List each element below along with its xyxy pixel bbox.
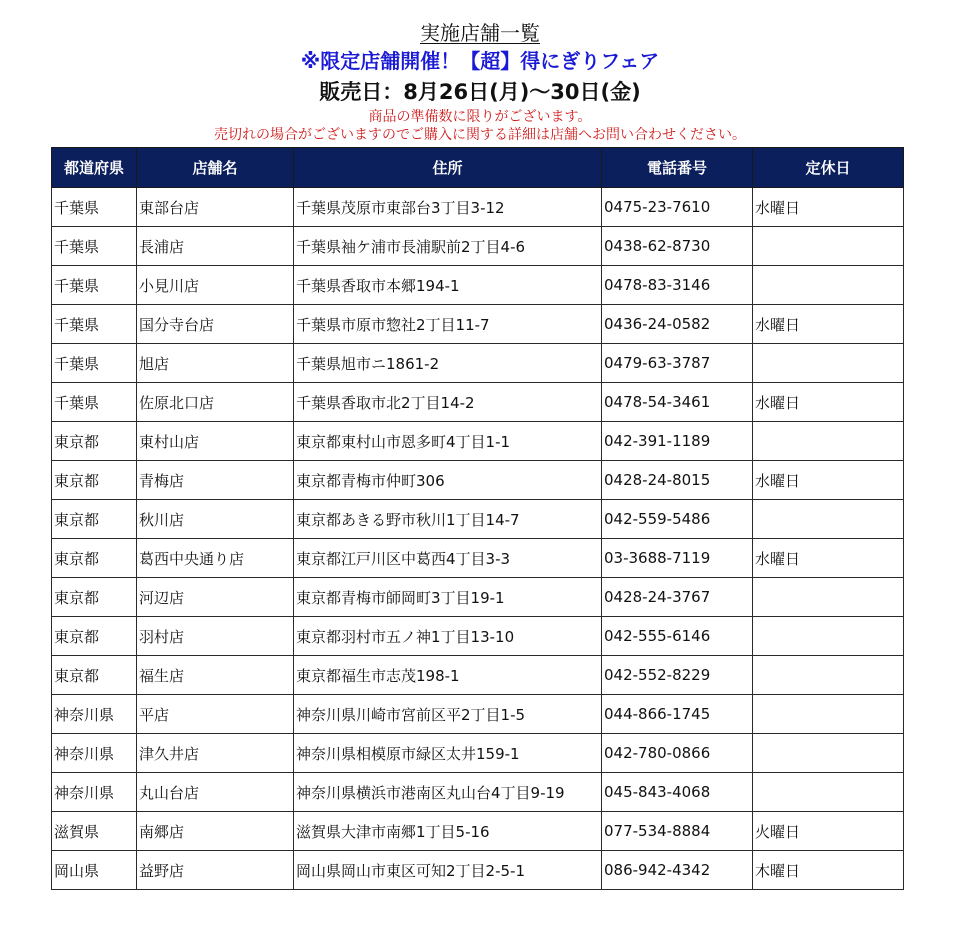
address-cell: 東京都あきる野市秋川1丁目14-7 <box>294 500 602 539</box>
table-row <box>52 539 904 578</box>
phone-cell: 042-552-8229 <box>602 656 753 695</box>
closed-day-cell <box>753 422 904 461</box>
store-name-cell: 長浦店 <box>137 227 294 266</box>
prefecture-cell: 千葉県 <box>52 188 137 227</box>
phone-cell: 0479-63-3787 <box>602 344 753 383</box>
table-row <box>52 461 904 500</box>
store-name-cell: 秋川店 <box>137 500 294 539</box>
column-header-store-name: 店舗名 <box>137 148 294 188</box>
table-row <box>52 305 904 344</box>
table-row <box>52 227 904 266</box>
closed-day-cell: 水曜日 <box>753 539 904 578</box>
address-cell: 岡山県岡山市東区可知2丁目2-5-1 <box>294 851 602 890</box>
closed-day-cell <box>753 500 904 539</box>
store-name-cell: 河辺店 <box>137 578 294 617</box>
phone-cell: 077-534-8884 <box>602 812 753 851</box>
closed-day-cell: 水曜日 <box>753 461 904 500</box>
phone-cell: 0475-23-7610 <box>602 188 753 227</box>
table-row <box>52 734 904 773</box>
prefecture-cell: 神奈川県 <box>52 773 137 812</box>
phone-cell: 0428-24-8015 <box>602 461 753 500</box>
phone-cell: 044-866-1745 <box>602 695 753 734</box>
store-name-cell: 平店 <box>137 695 294 734</box>
address-cell: 東京都青梅市仲町306 <box>294 461 602 500</box>
prefecture-cell: 東京都 <box>52 461 137 500</box>
store-table-body <box>52 188 904 890</box>
phone-cell: 042-391-1189 <box>602 422 753 461</box>
prefecture-cell: 東京都 <box>52 422 137 461</box>
event-name: ※限定店舗開催！【超】得にぎりフェア <box>300 49 660 73</box>
store-name-cell: 羽村店 <box>137 617 294 656</box>
phone-cell: 042-555-6146 <box>602 617 753 656</box>
store-name-cell: 旭店 <box>137 344 294 383</box>
table-row <box>52 578 904 617</box>
column-header-prefecture: 都道府県 <box>52 148 137 188</box>
address-cell: 千葉県香取市本郷194-1 <box>294 266 602 305</box>
store-name-cell: 丸山台店 <box>137 773 294 812</box>
prefecture-cell: 東京都 <box>52 578 137 617</box>
store-table <box>51 147 904 890</box>
stock-notice: 商品の準備数に限りがございます。 <box>368 109 592 125</box>
phone-cell: 042-780-0866 <box>602 734 753 773</box>
prefecture-cell: 千葉県 <box>52 305 137 344</box>
address-cell: 千葉県市原市惣社2丁目11-7 <box>294 305 602 344</box>
prefecture-cell: 東京都 <box>52 539 137 578</box>
phone-cell: 042-559-5486 <box>602 500 753 539</box>
store-name-cell: 益野店 <box>137 851 294 890</box>
address-cell: 東京都羽村市五ノ神1丁目13-10 <box>294 617 602 656</box>
page-title-text: 実施店舗一覧 <box>420 21 540 45</box>
phone-cell: 0436-24-0582 <box>602 305 753 344</box>
store-name-cell: 津久井店 <box>137 734 294 773</box>
prefecture-cell: 東京都 <box>52 617 137 656</box>
table-row <box>52 344 904 383</box>
address-cell: 東京都東村山市恩多町4丁目1-1 <box>294 422 602 461</box>
table-row <box>52 422 904 461</box>
store-name-cell: 南郷店 <box>137 812 294 851</box>
address-cell: 千葉県香取市北2丁目14-2 <box>294 383 602 422</box>
table-row <box>52 656 904 695</box>
prefecture-cell: 岡山県 <box>52 851 137 890</box>
store-name-cell: 青梅店 <box>137 461 294 500</box>
prefecture-cell: 千葉県 <box>52 266 137 305</box>
closed-day-cell: 水曜日 <box>753 383 904 422</box>
closed-day-cell <box>753 617 904 656</box>
prefecture-cell: 東京都 <box>52 500 137 539</box>
prefecture-cell: 滋賀県 <box>52 812 137 851</box>
phone-cell: 0478-54-3461 <box>602 383 753 422</box>
table-row <box>52 812 904 851</box>
table-row <box>52 695 904 734</box>
table-row <box>52 383 904 422</box>
closed-day-cell <box>753 578 904 617</box>
closed-day-cell <box>753 227 904 266</box>
address-cell: 東京都江戸川区中葛西4丁目3-3 <box>294 539 602 578</box>
closed-day-cell: 水曜日 <box>753 305 904 344</box>
phone-cell: 0478-83-3146 <box>602 266 753 305</box>
table-row <box>52 500 904 539</box>
address-cell: 千葉県茂原市東部台3丁目3-12 <box>294 188 602 227</box>
store-name-cell: 佐原北口店 <box>137 383 294 422</box>
store-name-cell: 小見川店 <box>137 266 294 305</box>
prefecture-cell: 千葉県 <box>52 227 137 266</box>
closed-day-cell: 水曜日 <box>753 188 904 227</box>
table-row <box>52 773 904 812</box>
closed-day-cell <box>753 344 904 383</box>
prefecture-cell: 神奈川県 <box>52 695 137 734</box>
phone-cell: 03-3688-7119 <box>602 539 753 578</box>
column-header-address: 住所 <box>294 148 602 188</box>
address-cell: 滋賀県大津市南郷1丁目5-16 <box>294 812 602 851</box>
address-cell: 千葉県旭市ニ1861-2 <box>294 344 602 383</box>
table-header-row <box>52 148 904 188</box>
store-name-cell: 福生店 <box>137 656 294 695</box>
page-title <box>0 20 960 46</box>
column-header-phone: 電話番号 <box>602 148 753 188</box>
prefecture-cell: 神奈川県 <box>52 734 137 773</box>
closed-day-cell: 火曜日 <box>753 812 904 851</box>
closed-day-cell: 木曜日 <box>753 851 904 890</box>
store-name-cell: 東部台店 <box>137 188 294 227</box>
closed-day-cell <box>753 266 904 305</box>
prefecture-cell: 千葉県 <box>52 344 137 383</box>
closed-day-cell <box>753 695 904 734</box>
address-cell: 神奈川県横浜市港南区丸山台4丁目9-19 <box>294 773 602 812</box>
sale-date: 販売日：8月26日(月)～30日(金) <box>319 80 641 104</box>
store-name-cell: 東村山店 <box>137 422 294 461</box>
phone-cell: 045-843-4068 <box>602 773 753 812</box>
store-name-cell: 国分寺台店 <box>137 305 294 344</box>
phone-cell: 0428-24-3767 <box>602 578 753 617</box>
closed-day-cell <box>753 656 904 695</box>
address-cell: 神奈川県相模原市緑区太井159-1 <box>294 734 602 773</box>
table-row <box>52 617 904 656</box>
address-cell: 東京都福生市志茂198-1 <box>294 656 602 695</box>
phone-cell: 0438-62-8730 <box>602 227 753 266</box>
address-cell: 千葉県袖ケ浦市長浦駅前2丁目4-6 <box>294 227 602 266</box>
sold-out-notice: 売切れの場合がございますのでご購入に関する詳細は店舗へお問い合わせください。 <box>214 127 746 143</box>
closed-day-cell <box>753 734 904 773</box>
prefecture-cell: 千葉県 <box>52 383 137 422</box>
table-row <box>52 851 904 890</box>
address-cell: 東京都青梅市師岡町3丁目19-1 <box>294 578 602 617</box>
table-row <box>52 188 904 227</box>
column-header-closed-day: 定休日 <box>753 148 904 188</box>
phone-cell: 086-942-4342 <box>602 851 753 890</box>
closed-day-cell <box>753 773 904 812</box>
prefecture-cell: 東京都 <box>52 656 137 695</box>
store-name-cell: 葛西中央通り店 <box>137 539 294 578</box>
table-row <box>52 266 904 305</box>
address-cell: 神奈川県川崎市宮前区平2丁目1-5 <box>294 695 602 734</box>
